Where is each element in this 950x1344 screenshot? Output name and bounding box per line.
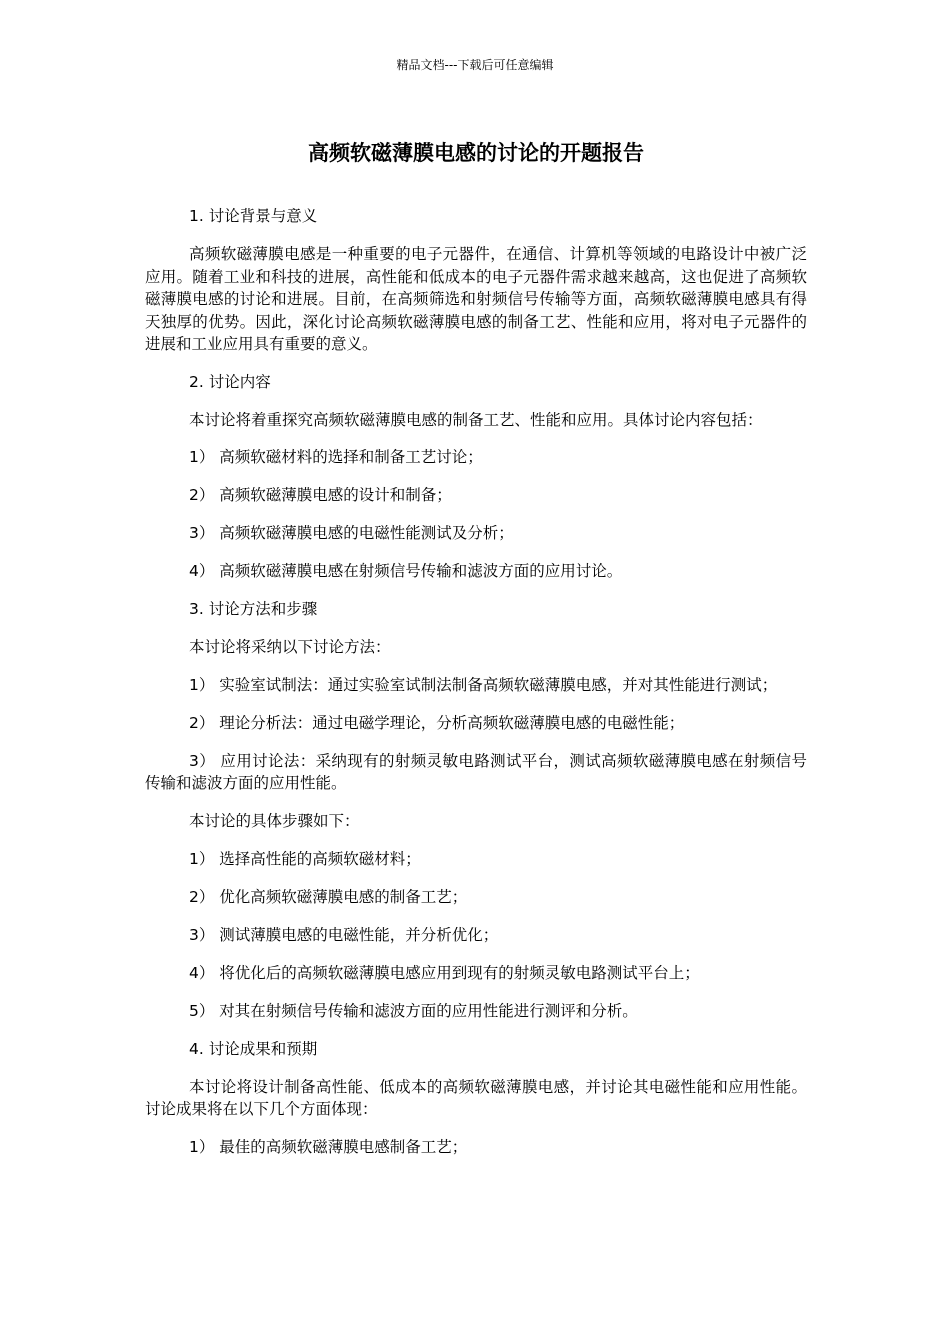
section-heading-methods: 3. 讨论方法和步骤 <box>189 600 318 618</box>
list-item-content-1: 1） 高频软磁材料的选择和制备工艺讨论； <box>189 448 483 466</box>
list-item-method-1: 1） 实验室试制法：通过实验室试制法制备高频软磁薄膜电感，并对其性能进行测试； <box>189 676 778 694</box>
paragraph-background: 高频软磁薄膜电感是一种重要的电子元器件，在通信、计算机等领域的电路设计中被广泛应用。随着工业和科技的进展，高性能和低成本的电子元器件需求越来越高，这也促进了高频软磁薄膜电感的讨论和进展。目前，在高频筛选和射频信号传输等方面，高频软磁薄膜电感具有得天独厚的优势。因此，深化讨论高频软磁薄膜电感的制备工艺、性能和应用，将对电子元器件的进展和工业应用具有重要的意义。 <box>145 245 807 353</box>
document-title: 高频软磁薄膜电感的讨论的开题报告 <box>308 141 644 165</box>
list-item-method-3: 3） 应用讨论法：采纳现有的射频灵敏电路测试平台，测试高频软磁薄膜电感在射频信号传输和滤波方面的应用性能。 <box>145 751 807 792</box>
list-item-step-1: 1） 选择高性能的高频软磁材料； <box>189 849 421 868</box>
list-item-method-2: 2） 理论分析法：通过电磁学理论，分析高频软磁薄膜电感的电磁性能； <box>189 713 685 732</box>
list-item-content-4: 4） 高频软磁薄膜电感在射频信号传输和滤波方面的应用讨论。 <box>189 562 623 580</box>
paragraph-methods-intro: 本讨论将采纳以下讨论方法： <box>189 638 391 656</box>
paragraph-content-intro: 本讨论将着重探究高频软磁薄膜电感的制备工艺、性能和应用。具体讨论内容包括： <box>189 410 763 429</box>
list-item-step-3: 3） 测试薄膜电感的电磁性能，并分析优化； <box>189 925 499 944</box>
section-heading-content: 2. 讨论内容 <box>189 372 271 391</box>
list-item-step-2: 2） 优化高频软磁薄膜电感的制备工艺； <box>189 887 468 906</box>
section-heading-outcomes: 4. 讨论成果和预期 <box>189 1039 318 1058</box>
page-header: 精品文档---下载后可任意编辑 <box>396 58 554 72</box>
list-item-step-5: 5） 对其在射频信号传输和滤波方面的应用性能进行测评和分析。 <box>189 1001 638 1020</box>
paragraph-outcomes-intro: 本讨论将设计制备高性能、低成本的高频软磁薄膜电感，并讨论其电磁性能和应用性能。讨论成果将在以下几个方面体现： <box>145 1077 807 1118</box>
list-item-content-2: 2） 高频软磁薄膜电感的设计和制备； <box>189 486 452 504</box>
list-item-content-3: 3） 高频软磁薄膜电感的电磁性能测试及分析； <box>189 524 514 542</box>
paragraph-steps-intro: 本讨论的具体步骤如下： <box>189 811 360 830</box>
document-body <box>145 138 807 1174</box>
list-item-step-4: 4） 将优化后的高频软磁薄膜电感应用到现有的射频灵敏电路测试平台上； <box>189 963 700 982</box>
list-item-outcome-1: 1） 最佳的高频软磁薄膜电感制备工艺； <box>189 1137 468 1156</box>
section-heading-background: 1. 讨论背景与意义 <box>189 207 318 225</box>
